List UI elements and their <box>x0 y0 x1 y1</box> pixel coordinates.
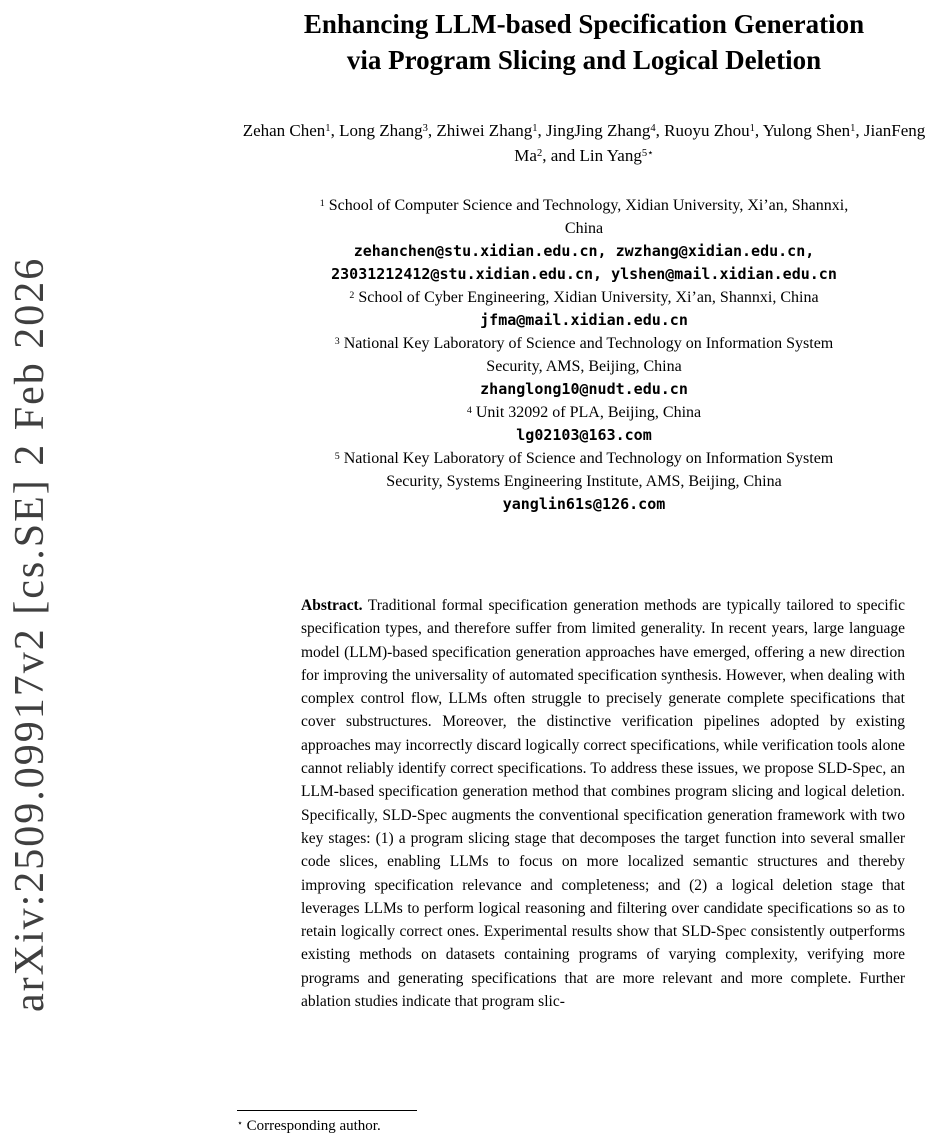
author-affil-mark: 5⋆ <box>641 148 654 160</box>
author-name: Lin Yang <box>579 146 642 165</box>
affiliation-number: 5 <box>334 450 340 462</box>
author-separator: , <box>330 121 340 140</box>
author-affil-mark: 1 <box>850 123 856 135</box>
abstract <box>301 594 905 1013</box>
author-affil-mark: 3 <box>422 123 428 135</box>
author-separator: , <box>655 121 665 140</box>
author-affil-mark: 1 <box>532 123 538 135</box>
affiliation-text: School of Computer Science and Technology, Xidian University, Xi’an, Shannxi, <box>328 197 849 214</box>
footnote-symbol: ⋆ <box>237 1118 243 1129</box>
affiliation-2 <box>233 286 935 332</box>
author <box>546 121 664 140</box>
author <box>243 121 339 140</box>
footnote-rule <box>237 1110 417 1111</box>
affiliation-text: School of Cyber Engineering, Xidian University, Xi’an, Shannxi, China <box>358 289 819 306</box>
paper-title-line2: via Program Slicing and Logical Deletion <box>346 45 822 75</box>
author-name: Ruoyu Zhou <box>664 121 750 140</box>
author-affil-mark: 4 <box>650 123 656 135</box>
affiliation-line: Security, AMS, Beijing, China <box>486 358 682 375</box>
author <box>339 121 436 140</box>
affiliation-block <box>233 194 935 516</box>
author-name: Zhiwei Zhang <box>436 121 533 140</box>
author-separator: , and <box>542 146 580 165</box>
author <box>664 121 763 140</box>
affiliation-text: Unit 32092 of PLA, Beijing, China <box>475 404 702 421</box>
author-name: JingJing Zhang <box>546 121 651 140</box>
arxiv-watermark: arXiv:2509.09917v2 [cs.SE] 2 Feb 2026 <box>7 256 53 1012</box>
email-line: lg02103@163.com <box>516 426 652 444</box>
footnote <box>237 1110 937 1137</box>
affiliation-number: 2 <box>349 289 355 301</box>
affiliation-line <box>233 286 935 309</box>
footnote-label: Corresponding author. <box>246 1118 381 1134</box>
author-affil-mark: 1 <box>749 123 755 135</box>
abstract-body: Traditional formal specification generation methods are typically tailored to specific specification types, and therefore suffer from limited generality. In recent years, large language model (LLM)-based specification generation approaches have emerged, offering a new direction for improving the universality of automated specification synthesis. However, when dealing with complex control flow, LLMs often struggle to precisely generate complete specifications that cover substructures. Moreover, the distinctive verification pipelines adopted by existing approaches may incorrectly discard logically correct specifications, while verification tools alone cannot reliably identify correct specifications. To address these issues, we propose SLD-Spec, an LLM-based specification generation method that combines program slicing and logical deletion. Specifically, SLD-Spec augments the conventional specification generation framework with two key stages: (1) a program slicing stage that decomposes the target function into several smaller code slices, enabling LLMs to focus on more localized semantic structures and thereby improving specification relevance and completeness; and (2) a logical deletion stage that leverages LLMs to perform logical reasoning and filtering over candidate specifications so as to retain logically correct ones. Experimental results show that SLD-Spec consistently outperforms existing methods on datasets containing programs of varying complexity, verifying more programs and generating specifications that are more relevant and more complete. Further ablation studies indicate that program slic- <box>301 597 905 1011</box>
affiliation-number: 3 <box>334 335 340 347</box>
author-name: Yulong Shen <box>762 121 851 140</box>
affiliation-line <box>233 194 935 217</box>
footnote-text <box>237 1116 937 1137</box>
email-line: zhanglong10@nudt.edu.cn <box>480 380 688 398</box>
affiliation-line: China <box>564 220 604 237</box>
email-line: yanglin61s@126.com <box>502 495 666 513</box>
affiliation-line <box>233 332 935 355</box>
affiliation-1 <box>233 194 935 286</box>
affiliation-4 <box>233 401 935 447</box>
affiliation-5 <box>233 447 935 516</box>
affiliation-text: National Key Laboratory of Science and Technology on Information System <box>343 450 834 467</box>
author <box>436 121 546 140</box>
paper-title-line1: Enhancing LLM-based Specification Generation <box>303 9 865 39</box>
author <box>580 146 654 165</box>
author-separator: , <box>537 121 547 140</box>
author-name: Zehan Chen <box>242 121 326 140</box>
affiliation-3 <box>233 332 935 401</box>
affiliation-text: National Key Laboratory of Science and Technology on Information System <box>343 335 834 352</box>
email-line: zehanchen@stu.xidian.edu.cn, zwzhang@xidian.edu.cn, <box>353 242 815 260</box>
author-separator: , <box>427 121 437 140</box>
affiliation-line <box>233 401 935 424</box>
affiliation-number: 4 <box>466 404 472 416</box>
author-name: JianFeng Ma <box>514 121 926 165</box>
abstract-label: Abstract. <box>301 597 363 614</box>
author <box>763 121 864 140</box>
author-name: Long Zhang <box>339 121 423 140</box>
author-affil-mark: 2 <box>536 148 543 160</box>
affiliation-line <box>233 447 935 470</box>
paper-content <box>233 0 935 1013</box>
author-affil-mark: 1 <box>325 123 331 135</box>
paper-title <box>233 0 935 78</box>
author-separator: , <box>754 121 763 140</box>
author-separator: , <box>855 121 864 140</box>
affiliation-number: 1 <box>319 197 325 209</box>
author-list <box>233 118 935 168</box>
email-line: 23031212412@stu.xidian.edu.cn, ylshen@mail.xidian.edu.cn <box>331 265 837 283</box>
affiliation-line: Security, Systems Engineering Institute, AMS, Beijing, China <box>386 473 782 490</box>
email-line: jfma@mail.xidian.edu.cn <box>480 311 688 329</box>
